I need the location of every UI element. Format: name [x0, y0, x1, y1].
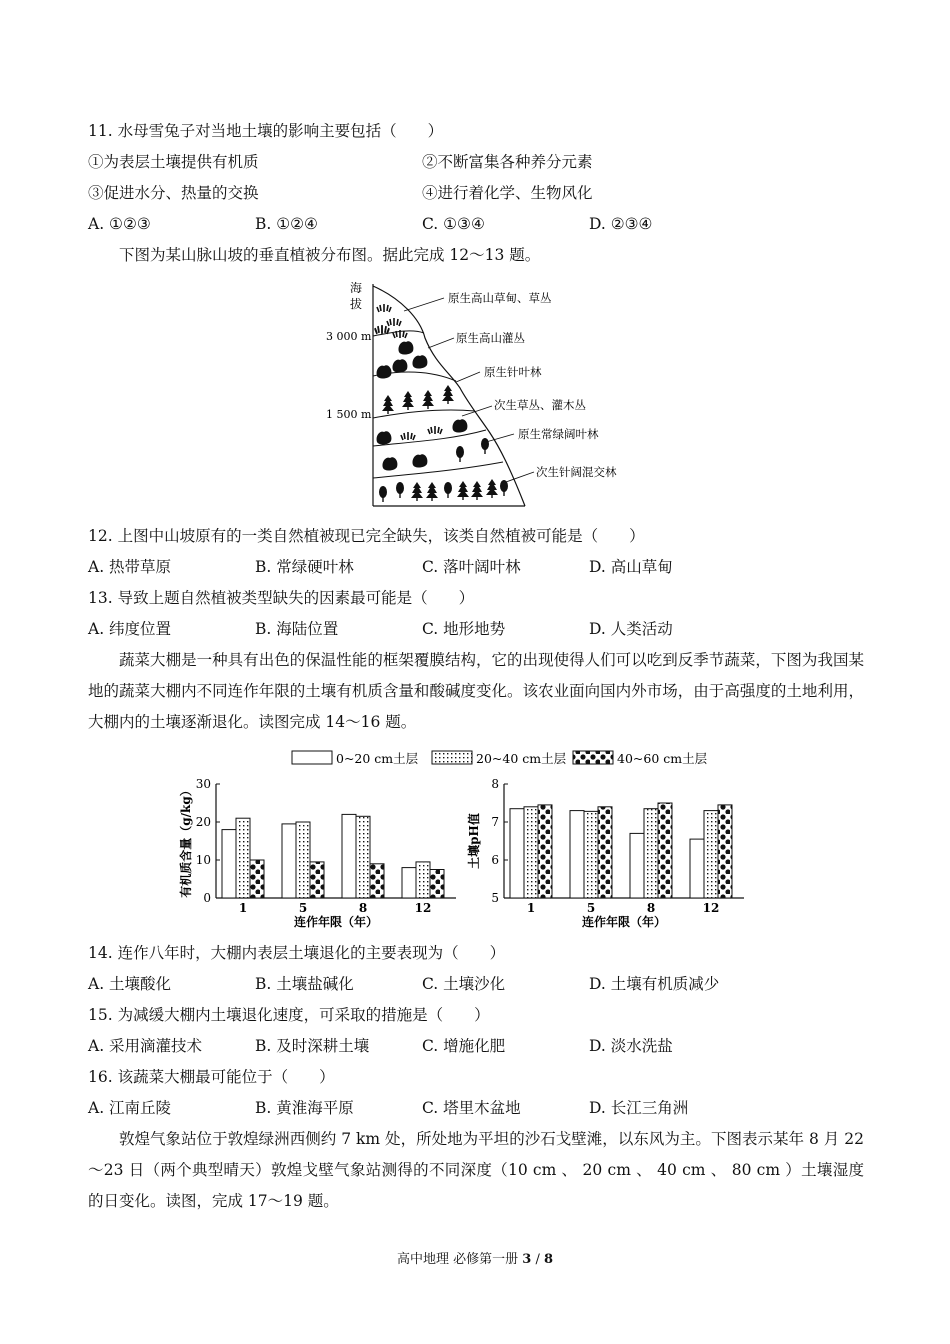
q11-option-c[interactable]: C. ①③④ — [422, 215, 485, 233]
footer-sep: / — [531, 1252, 544, 1267]
q12-option-c[interactable]: C. 落叶阔叶林 — [422, 558, 521, 576]
x-axis-label: 连作年限（年） — [293, 915, 379, 928]
q16-option-b[interactable]: B. 黄淮海平原 — [255, 1099, 354, 1117]
bar-40~60 cm土层-12 — [718, 805, 732, 898]
bar-20~40 cm土层-1 — [524, 807, 538, 898]
q14-option-b[interactable]: B. 土壤盐碱化 — [255, 975, 354, 993]
legend-label-20-40: 20~40 cm土层 — [476, 751, 567, 766]
question-15-stem: 15. 为减缓大棚内土壤退化速度，可采取的措施是（ ） — [88, 1006, 490, 1024]
bar-0~20 cm土层-5 — [282, 824, 296, 898]
x-tick-label: 1 — [526, 901, 536, 915]
y-tick-label: 10 — [195, 853, 211, 867]
footer-course: 高中地理 必修第一册 — [396, 1252, 519, 1267]
bar-0~20 cm土层-8 — [630, 833, 644, 898]
q11-option-d[interactable]: D. ②③④ — [589, 215, 653, 233]
q13-option-b[interactable]: B. 海陆位置 — [255, 620, 339, 638]
q11-item-2: ②不断富集各种养分元素 — [422, 153, 593, 171]
x-axis-label: 连作年限（年） — [581, 915, 667, 928]
q12-option-d[interactable]: D. 高山草甸 — [589, 558, 673, 576]
bar-20~40 cm土层-8 — [644, 809, 658, 898]
q15-option-b[interactable]: B. 及时深耕土壤 — [255, 1037, 370, 1055]
q16-option-c[interactable]: C. 塔里木盆地 — [422, 1099, 521, 1117]
y-tick-label: 5 — [491, 891, 499, 905]
bar-20~40 cm土层-12 — [704, 811, 718, 898]
zone-label-5: 原生常绿阔叶林 — [518, 427, 599, 441]
q13-option-d[interactable]: D. 人类活动 — [589, 620, 673, 638]
legend-swatch-20-40 — [432, 751, 472, 764]
q13-option-a[interactable]: A. 纬度位置 — [88, 620, 172, 638]
x-tick-label: 5 — [298, 901, 308, 915]
bar-40~60 cm土层-1 — [250, 860, 264, 898]
q11-item-3: ③促进水分、热量的交换 — [88, 184, 259, 202]
zone-label-4: 次生草丛、灌木丛 — [494, 398, 586, 412]
question-16-stem: 16. 该蔬菜大棚最可能位于（ ） — [88, 1068, 335, 1086]
legend-swatch-40-60 — [573, 751, 613, 764]
bar-40~60 cm土层-8 — [370, 864, 384, 898]
x-tick-label: 12 — [414, 901, 432, 915]
bar-0~20 cm土层-5 — [570, 811, 584, 898]
x-tick-label: 8 — [358, 901, 368, 915]
y-tick-label: 8 — [491, 777, 499, 791]
y-tick-label: 7 — [491, 815, 499, 829]
intro-17-19: 敦煌气象站位于敦煌绿洲西侧约 7 km 处，所处地为平坦的沙石戈壁滩，以东风为主。下图表示某年 8 月 22～23 日（两个典型晴天）敦煌戈壁气象站测得的不同深度（10 cm 、 20 cm 、 40 cm 、 80 cm ）土壤湿度的日变化。读图，完成 17～19 题。 — [88, 1130, 864, 1210]
footer-page: 3 — [522, 1252, 532, 1267]
q16-option-d[interactable]: D. 长江三角洲 — [589, 1099, 689, 1117]
bar-0~20 cm土层-12 — [690, 839, 704, 898]
bar-40~60 cm土层-12 — [430, 870, 444, 899]
q12-option-a[interactable]: A. 热带草原 — [88, 558, 172, 576]
intro-12-13: 下图为某山脉山坡的垂直植被分布图。据此完成 12～13 题。 — [119, 246, 541, 264]
x-tick-label: 1 — [238, 901, 248, 915]
q15-option-c[interactable]: C. 增施化肥 — [422, 1037, 506, 1055]
bar-40~60 cm土层-5 — [310, 862, 324, 898]
zone-label-1: 原生高山草甸、草丛 — [448, 291, 552, 305]
y-tick-label: 20 — [195, 815, 211, 829]
bar-40~60 cm土层-5 — [598, 807, 612, 898]
page-footer — [0, 1248, 950, 1267]
zone-label-3: 原生针叶林 — [484, 365, 542, 379]
bar-0~20 cm土层-1 — [222, 830, 236, 898]
q15-option-d[interactable]: D. 淡水洗盐 — [589, 1037, 673, 1055]
bar-0~20 cm土层-8 — [342, 814, 356, 898]
chart-legend — [292, 751, 708, 766]
footer-total: 8 — [543, 1252, 554, 1267]
bar-0~20 cm土层-1 — [510, 809, 524, 898]
x-tick-label: 8 — [646, 901, 656, 915]
axis-label-ba: 拔 — [350, 297, 363, 311]
bar-0~20 cm土层-12 — [402, 868, 416, 898]
q14-option-c[interactable]: C. 土壤沙化 — [422, 975, 506, 993]
question-13-stem: 13. 导致上题自然植被类型缺失的因素最可能是（ ） — [88, 589, 475, 607]
y-tick-label: 6 — [491, 853, 499, 867]
bar-20~40 cm土层-8 — [356, 816, 370, 898]
bar-40~60 cm土层-1 — [538, 805, 552, 898]
intro-14-16: 蔬菜大棚是一种具有出色的保温性能的框架覆膜结构，它的出现使得人们可以吃到反季节蔬菜，下图为我国某地的蔬菜大棚内不同连作年限的土壤有机质含量和酸碱度变化。该农业面向国内外市场，由于高强度的土地利用，大棚内的土壤逐渐退化。读图完成 14～16 题。 — [88, 651, 864, 731]
q11-option-a[interactable]: A. ①②③ — [88, 215, 151, 233]
q13-option-c[interactable]: C. 地形地势 — [422, 620, 506, 638]
q11-item-4: ④进行着化学、生物风化 — [422, 184, 593, 202]
legend-label-40-60: 40~60 cm土层 — [617, 751, 708, 766]
tick-3000: 3 000 m — [326, 330, 372, 343]
vegetation-zone-figure — [320, 278, 640, 510]
boundary-1 — [373, 331, 424, 336]
soil-ph-chart — [466, 777, 744, 928]
y-tick-label: 30 — [195, 777, 211, 791]
bar-40~60 cm土层-8 — [658, 803, 672, 898]
y-axis-label: 土壤pH值 — [467, 813, 481, 869]
bar-20~40 cm土层-5 — [296, 822, 310, 898]
question-11-stem: 11. 水母雪兔子对当地土壤的影响主要包括（ ） — [88, 122, 444, 140]
q14-option-a[interactable]: A. 土壤酸化 — [88, 975, 172, 993]
q12-option-b[interactable]: B. 常绿硬叶林 — [255, 558, 354, 576]
q11-item-1: ①为表层土壤提供有机质 — [88, 153, 259, 171]
bar-20~40 cm土层-1 — [236, 818, 250, 898]
soil-bar-charts — [170, 744, 770, 928]
legend-label-0-20: 0~20 cm土层 — [336, 751, 419, 766]
x-tick-label: 5 — [586, 901, 596, 915]
q16-option-a[interactable]: A. 江南丘陵 — [88, 1099, 172, 1117]
question-12-stem: 12. 上图中山坡原有的一类自然植被现已完全缺失，该类自然植被可能是（ ） — [88, 527, 645, 545]
zone-label-2: 原生高山灌丛 — [456, 331, 525, 345]
y-tick-label: 0 — [203, 891, 211, 905]
axis-label-hai: 海 — [350, 281, 363, 295]
q15-option-a[interactable]: A. 采用滴灌技术 — [88, 1037, 203, 1055]
q11-option-b[interactable]: B. ①②④ — [255, 215, 318, 233]
bar-20~40 cm土层-5 — [584, 811, 598, 898]
q14-option-d[interactable]: D. 土壤有机质减少 — [589, 975, 720, 993]
question-14-stem: 14. 连作八年时，大棚内表层土壤退化的主要表现为（ ） — [88, 944, 506, 962]
y-axis-label: 有机质含量（g/kg） — [179, 784, 193, 898]
organic-matter-chart — [178, 777, 456, 928]
legend-swatch-0-20 — [292, 751, 332, 764]
bar-20~40 cm土层-12 — [416, 862, 430, 898]
x-tick-label: 12 — [702, 901, 720, 915]
tick-1500: 1 500 m — [326, 408, 372, 421]
zone-label-6: 次生针阔混交林 — [536, 465, 617, 479]
